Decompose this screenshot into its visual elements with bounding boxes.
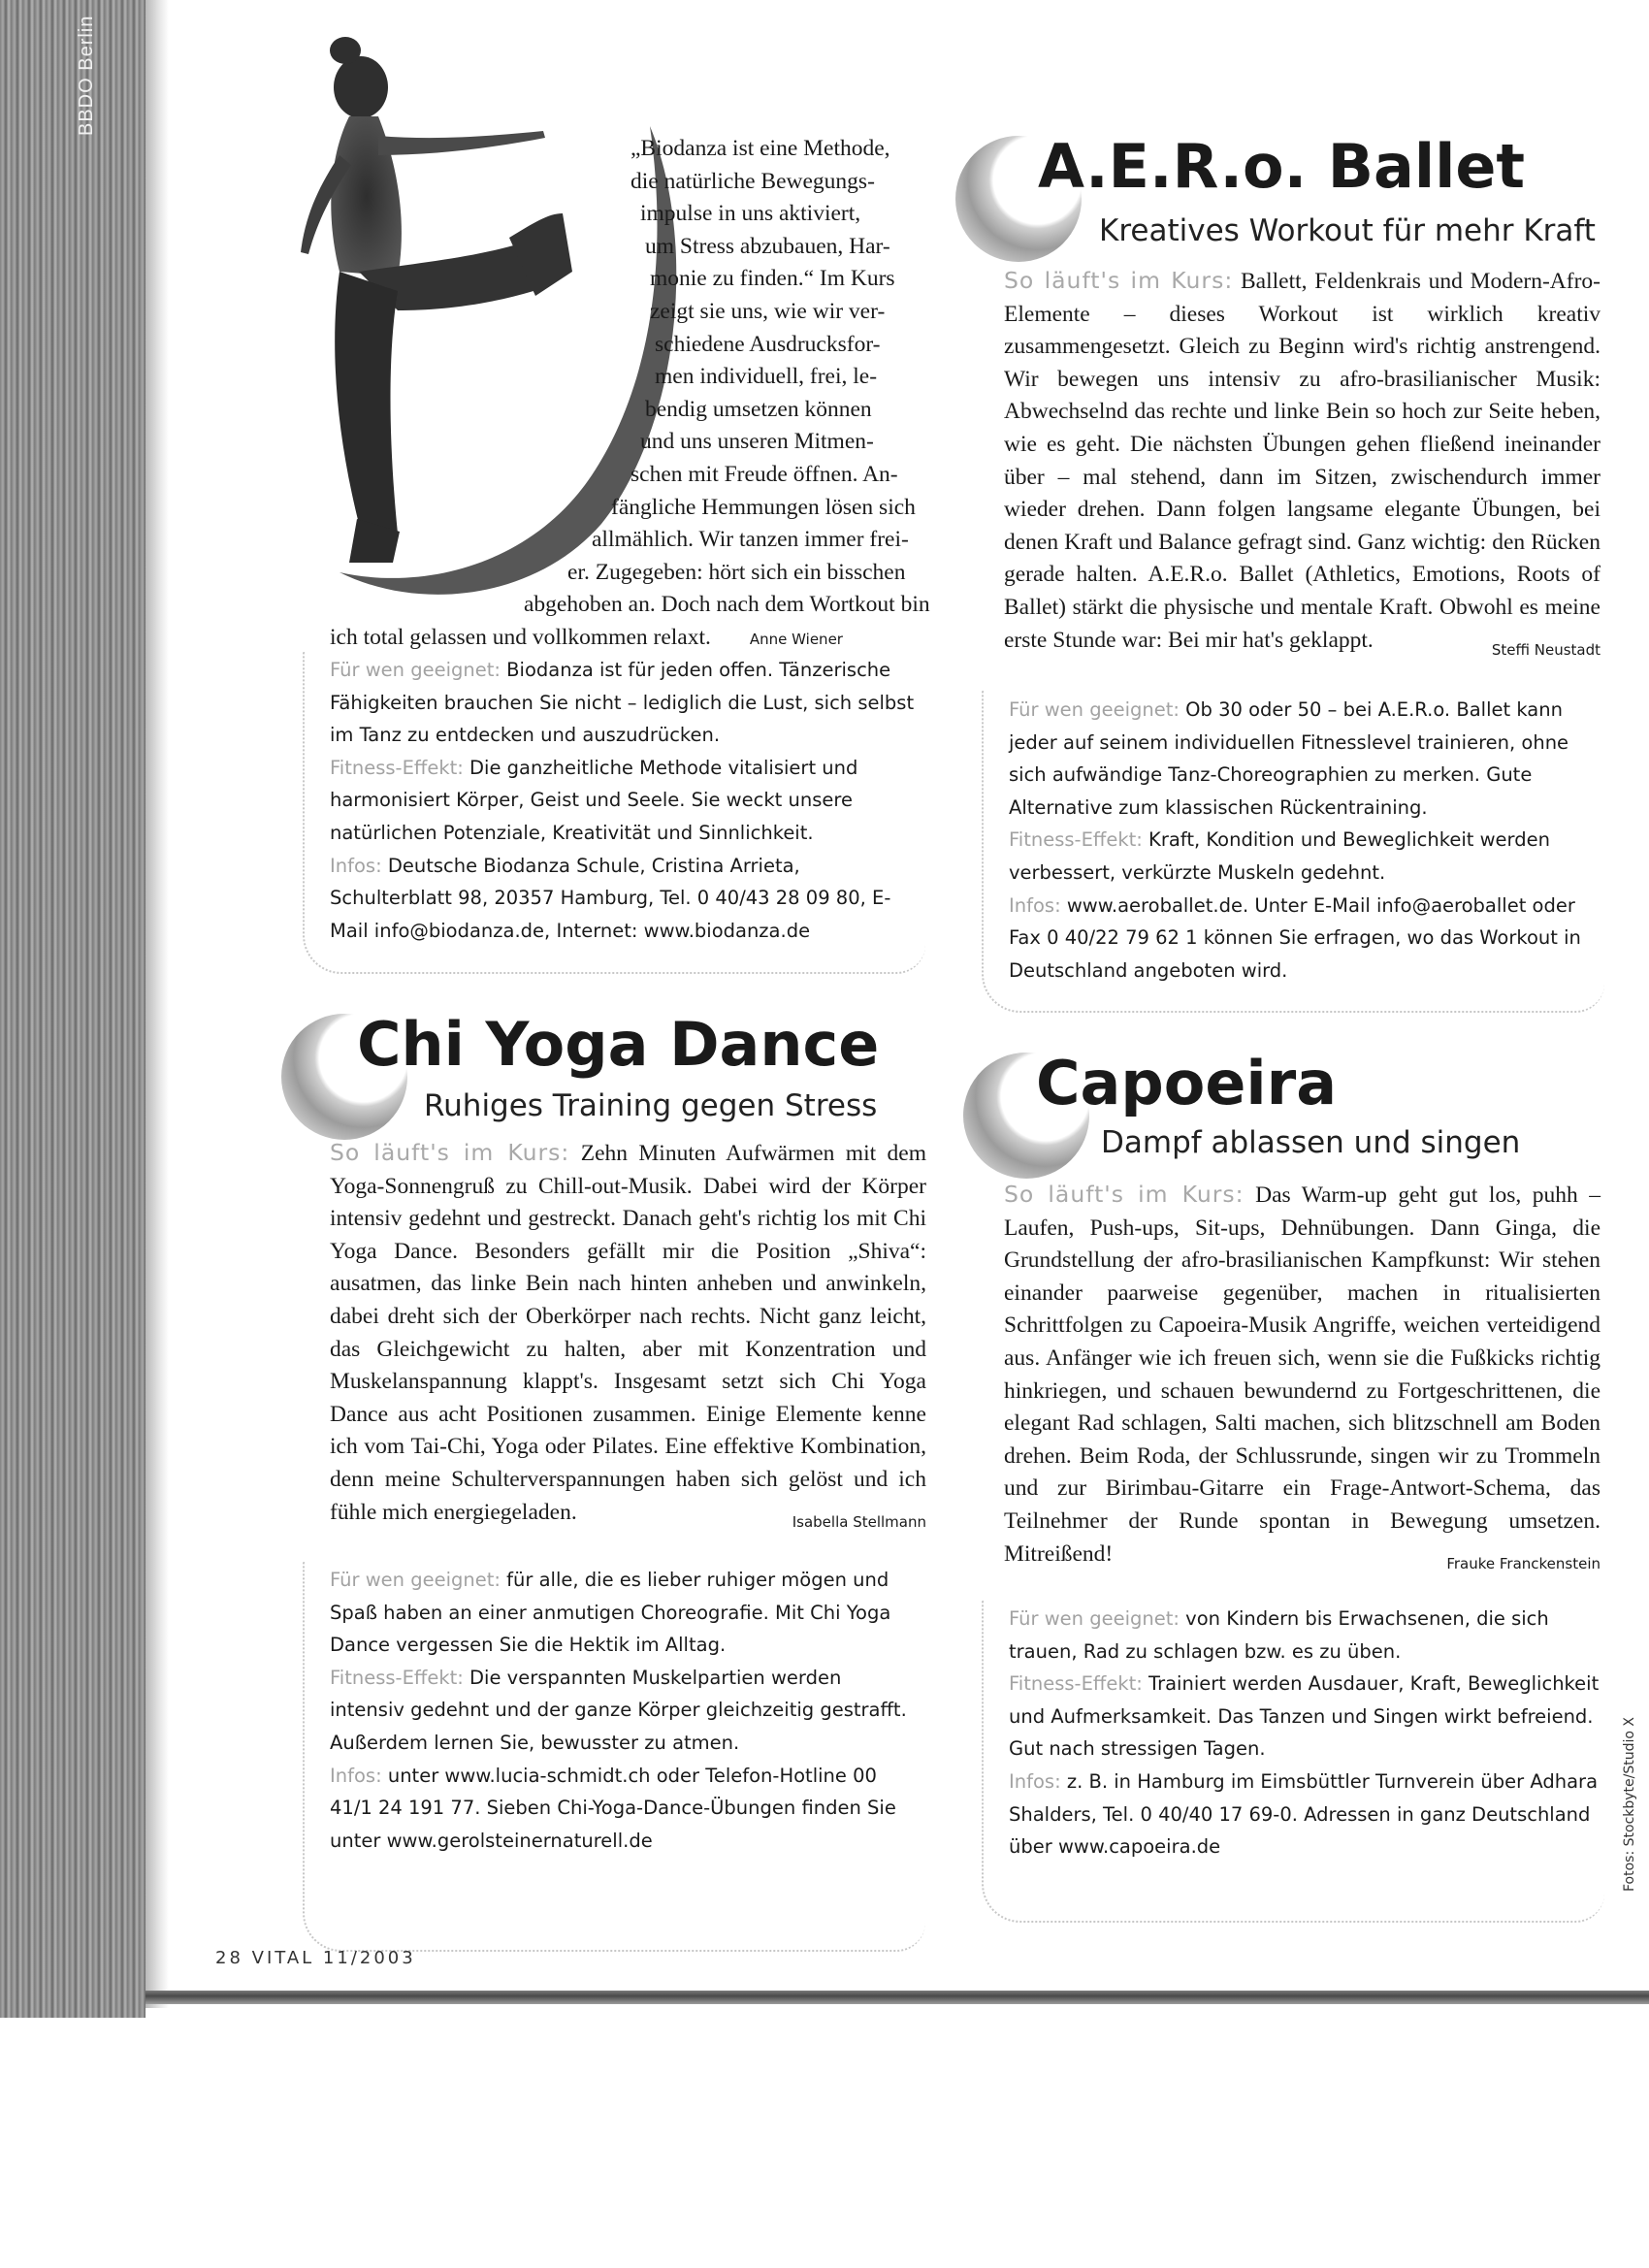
capoeira-suitable	[1009, 1603, 1600, 1668]
capoeira-subtitle: Dampf ablassen und singen	[1101, 1125, 1521, 1160]
biodanza-line: monie zu finden.“ Im Kurs	[650, 266, 895, 292]
biodanza-line: schen mit Freude öffnen. An-	[630, 461, 898, 487]
capoeira-info	[1009, 1603, 1600, 1863]
aero-title: A.E.R.o. Ballet	[1038, 131, 1526, 202]
infos-label: Infos:	[1009, 1769, 1061, 1793]
fitness-label: Fitness-Effekt:	[330, 756, 464, 779]
biodanza-line: impulse in uns aktiviert,	[640, 201, 861, 227]
chi-infos	[330, 1760, 922, 1858]
scan-binding-edge	[146, 0, 169, 2008]
suitable-label: Für wen geeignet:	[330, 659, 501, 681]
aero-info	[1009, 694, 1600, 987]
suitable-label: Für wen geeignet:	[1009, 698, 1180, 721]
biodanza-lines	[330, 133, 931, 657]
aero-article	[1004, 265, 1600, 666]
infos-label: Infos:	[330, 854, 382, 877]
capoeira-body	[1004, 1179, 1600, 1571]
capoeira-article	[1004, 1179, 1600, 1580]
aero-lead-label: So läuft's im Kurs:	[1004, 267, 1234, 294]
aero-body	[1004, 265, 1600, 657]
infos-text: z. B. in Hamburg im Eimsbüttler Turnverein über Adhara Shalders, Tel. 0 40/40 17 69-0. Adressen in ganz Deutschland über www.capoeira.de	[1009, 1769, 1599, 1859]
chi-lead-label: So läuft's im Kurs:	[330, 1139, 570, 1166]
biodanza-line: bendig umsetzen können	[645, 396, 872, 422]
biodanza-intro	[330, 133, 931, 657]
suitable-text: Biodanza ist für jeden offen. Tänzerische Fähigkeiten brauchen Sie nicht – lediglich die Lust, sich selbst im Tanz zu entdecken und auszudrücken.	[330, 659, 915, 747]
chi-title: Chi Yoga Dance	[357, 1009, 880, 1080]
biodanza-fitness	[330, 752, 922, 850]
chi-subtitle: Ruhiges Training gegen Stress	[424, 1088, 878, 1123]
fitness-label: Fitness-Effekt:	[1009, 1672, 1143, 1696]
biodanza-suitable	[330, 654, 922, 752]
biodanza-line: abgehoben an. Doch nach dem Wortkout bin	[524, 592, 930, 618]
biodanza-author: Anne Wiener	[749, 630, 843, 648]
aero-infos	[1009, 890, 1600, 988]
fitness-text: Kraft, Kondition und Beweglichkeit werden verbessert, verkürzte Muskeln gedehnt.	[1009, 828, 1550, 884]
aero-author: Steffi Neustadt	[1491, 640, 1600, 659]
aero-suitable	[1009, 694, 1600, 824]
aero-fitness	[1009, 824, 1600, 889]
capoeira-infos	[1009, 1766, 1600, 1863]
biodanza-line: men individuell, frei, le-	[655, 364, 878, 390]
biodanza-line: fängliche Hemmungen lösen sich	[611, 494, 916, 520]
chi-article	[330, 1137, 926, 1539]
infos-label: Infos:	[330, 1764, 382, 1787]
suitable-text: Ob 30 oder 50 – bei A.E.R.o. Ballet kann jeder auf seinem individuellen Fitnesslevel trainieren, ohne sich aufwändige Tanz-Choreographien zu merken. Gute Alternative zum klassischen Rückentraining.	[1009, 698, 1569, 819]
biodanza-line: und uns unseren Mitmen-	[640, 429, 874, 455]
infos-text: Deutsche Biodanza Schule, Cristina Arrieta, Schulterblatt 98, 20357 Hamburg, Tel. 0 40/43 28 09 80, E-Mail info@biodanza.de, Internet: www.biodanza.de	[330, 854, 891, 942]
fitness-text: Trainiert werden Ausdauer, Kraft, Beweglichkeit und Aufmerksamkeit. Das Tanzen und Singen wirkt befreiend. Gut nach stressigen Tagen.	[1009, 1672, 1600, 1761]
biodanza-line: allmählich. Wir tanzen immer frei-	[592, 527, 909, 553]
capoeira-lead-label: So läuft's im Kurs:	[1004, 1181, 1245, 1208]
biodanza-line: zeigt sie uns, wie wir ver-	[650, 298, 886, 324]
suitable-text: von Kindern bis Erwachsenen, die sich trauen, Rad zu schlagen bzw. es zu üben.	[1009, 1607, 1549, 1663]
aero-body-text: Ballett, Feldenkrais und Modern-Afro-Elemente – dieses Workout ist wirklich kreativ zusammengesetzt. Gleich zu Beginn wird's richtig anstrengend. Wir bewegen uns intensiv zu afro-brasilianischer Musik: Abwechselnd das rechte und linke Bein so hoch zur Seite heben, wie es geht. Die nächsten Übungen gehen fließend ineinander über – mal stehend, dann im Sitzen, zwischendurch immer wieder drehen. Dann folgen langsame elegante Übungen, bei denen Kraft und Balance gefragt sind. Ganz wichtig: den Rücken gerade halten. A.E.R.o. Ballet (Athletics, Emotions, Roots of Ballet) stärkt die physische und mentale Kraft. Obwohl es meine erste Stunde war: Bei mir hat's geklappt.	[1004, 269, 1601, 653]
scan-bottom-edge	[146, 1991, 1649, 2004]
biodanza-line: er. Zugegeben: hört sich ein bisschen	[567, 559, 906, 585]
fitness-text: Die ganzheitliche Methode vitalisiert und harmonisiert Körper, Geist und Seele. Sie weckt unsere natürlichen Potenziale, Kreativität und Sinnlichkeit.	[330, 756, 858, 844]
fitness-label: Fitness-Effekt:	[330, 1666, 464, 1689]
capoeira-fitness	[1009, 1668, 1600, 1766]
suitable-label: Für wen geeignet:	[1009, 1607, 1180, 1630]
chi-body-text: Zehn Minuten Aufwärmen mit dem Yoga-Sonnengruß zu Chill-out-Musik. Dabei wird der Körper intensiv gedehnt und gestreckt. Danach geht's richtig los mit Chi Yoga Dance. Besonders gefällt mir die Position „Shiva“: ausatmen, das linke Bein nach hinten anheben und anwinkeln, dabei dreht sich der Oberkörper nach rechts. Nicht ganz leicht, das Gleichgewicht zu halten, aber mit Konzentration und Muskelanspannung klappt's. Insgesamt setzt sich Chi Yoga Dance aus acht Positionen zusammen. Einige Elemente kenne ich vom Tai-Chi, Yoga oder Pilates. Eine effektive Kombination, denn meine Schulterverspannungen haben sich gelöst und ich fühle mich energiegeladen.	[330, 1141, 927, 1525]
biodanza-line: schiedene Ausdrucksfor-	[655, 331, 881, 357]
scan-binding-shadow	[0, 0, 146, 2018]
chi-author: Isabella Stellmann	[792, 1512, 926, 1531]
fitness-text: Die verspannten Muskelpartien werden intensiv gedehnt und der ganze Körper gleichzeitig gestrafft. Außerdem lernen Sie, bewusster zu atmen.	[330, 1666, 907, 1754]
capoeira-title: Capoeira	[1036, 1048, 1338, 1118]
biodanza-line: ich total gelassen und vollkommen relaxt. Anne Wiener	[330, 624, 843, 650]
biodanza-info	[330, 654, 922, 947]
aero-subtitle: Kreatives Workout für mehr Kraft	[1099, 213, 1596, 248]
margin-label: BBDO Berlin	[76, 15, 97, 136]
chi-fitness	[330, 1662, 922, 1760]
chi-body	[330, 1137, 926, 1529]
chi-suitable	[330, 1564, 922, 1662]
suitable-text: für alle, die es lieber ruhiger mögen und Spaß haben an einer anmutigen Choreografie. Mit Chi Yoga Dance vergessen Sie die Hektik im Alltag.	[330, 1569, 891, 1657]
biodanza-infos	[330, 850, 922, 948]
fitness-label: Fitness-Effekt:	[1009, 828, 1143, 852]
capoeira-author: Frauke Franckenstein	[1446, 1554, 1600, 1572]
infos-text: unter www.lucia-schmidt.ch oder Telefon-Hotline 00 41/1 24 191 77. Sieben Chi-Yoga-Dance-Übungen finden Sie unter www.gerolsteinernaturell.de	[330, 1764, 896, 1852]
infos-label: Infos:	[1009, 893, 1061, 917]
page-footer: 28 VITAL 11/2003	[215, 1948, 416, 1968]
biodanza-line: die natürliche Bewegungs-	[630, 168, 875, 194]
chi-info	[330, 1564, 922, 1857]
infos-text: www.aeroballet.de. Unter E-Mail info@aeroballet oder Fax 0 40/22 79 62 1 können Sie erfragen, wo das Workout in Deutschland angeboten wird.	[1009, 893, 1581, 982]
biodanza-line: „Biodanza ist eine Methode,	[630, 136, 890, 161]
capoeira-body-text: Das Warm-up geht gut los, puhh – Laufen, Push-ups, Sit-ups, Dehnübungen. Dann Ginga, die Grundstellung der afro-brasilianischen Kampfkunst: Wir stehen einander paarweise gegenüber, machen in ritualisierten Schrittfolgen zu Capoeira-Musik Angriffe, weichen verteidigend aus. Anfänger wie ich freuen sich, wenn sie die Fußkicks richtig hinkriegen, und schauen bewundernd zu Fortgeschrittenen, die elegant Rad schlagen, Salti machen, sich blitzschnell am Boden drehen. Beim Roda, der Schlussrunde, singen wir zu Trommeln und zur Birimbau-Gitarre ein Frage-Antwort-Schema, das Teilnehmer der Runde spontan in Bewegung umsetzen. Mitreißend!	[1004, 1183, 1600, 1567]
suitable-label: Für wen geeignet:	[330, 1569, 501, 1591]
photo-credit: Fotos: Stockbyte/Studio X	[1622, 1716, 1637, 1892]
biodanza-line: um Stress abzubauen, Har-	[645, 233, 890, 259]
